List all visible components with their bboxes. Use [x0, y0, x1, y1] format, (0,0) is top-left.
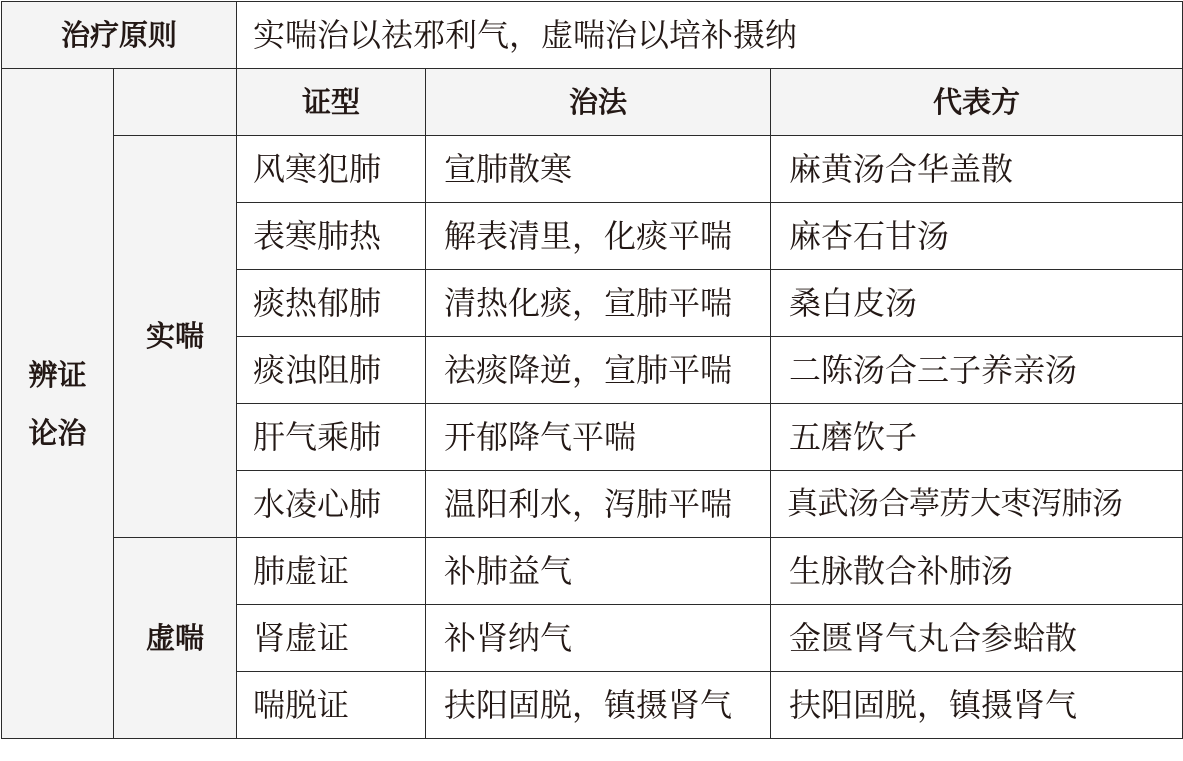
header-empty-cell — [114, 69, 237, 136]
table-row — [2, 136, 1183, 203]
method-cell: 温阳利水，泻肺平喘 — [426, 471, 771, 538]
method-cell: 扶阳固脱，镇摄肾气 — [426, 672, 771, 739]
group-label-excess: 实喘 — [114, 136, 237, 538]
formula-cell: 生脉散合补肺汤 — [771, 538, 1183, 605]
method-cell: 祛痰降逆，宣肺平喘 — [426, 337, 771, 404]
principle-text: 实喘治以祛邪利气，虚喘治以培补摄纳 — [237, 2, 1183, 69]
formula-cell: 扶阳固脱，镇摄肾气 — [771, 672, 1183, 739]
type-cell: 痰浊阻肺 — [237, 337, 426, 404]
table-row — [2, 538, 1183, 605]
method-cell: 解表清里，化痰平喘 — [426, 203, 771, 270]
type-cell: 肝气乘肺 — [237, 404, 426, 471]
method-cell: 补肺益气 — [426, 538, 771, 605]
method-cell: 宣肺散寒 — [426, 136, 771, 203]
type-cell: 喘脱证 — [237, 672, 426, 739]
type-cell: 肾虚证 — [237, 605, 426, 672]
section-label — [2, 69, 114, 739]
principle-row — [2, 2, 1183, 69]
type-cell: 痰热郁肺 — [237, 270, 426, 337]
header-method: 治法 — [426, 69, 771, 136]
type-cell: 表寒肺热 — [237, 203, 426, 270]
formula-cell: 五磨饮子 — [771, 404, 1183, 471]
type-cell: 肺虚证 — [237, 538, 426, 605]
type-cell: 水凌心肺 — [237, 471, 426, 538]
method-cell: 开郁降气平喘 — [426, 404, 771, 471]
formula-cell: 麻黄汤合华盖散 — [771, 136, 1183, 203]
header-type: 证型 — [237, 69, 426, 136]
header-formula: 代表方 — [771, 69, 1183, 136]
section-label-line1: 辨证 — [28, 357, 87, 392]
formula-cell: 金匮肾气丸合参蛤散 — [771, 605, 1183, 672]
principle-label: 治疗原则 — [2, 2, 237, 69]
type-cell: 风寒犯肺 — [237, 136, 426, 203]
header-row — [2, 69, 1183, 136]
method-cell: 清热化痰，宣肺平喘 — [426, 270, 771, 337]
group-label-deficiency: 虚喘 — [114, 538, 237, 739]
formula-cell: 麻杏石甘汤 — [771, 203, 1183, 270]
section-label-line2: 论治 — [28, 415, 87, 450]
formula-cell: 二陈汤合三子养亲汤 — [771, 337, 1183, 404]
treatment-table — [1, 1, 1183, 739]
formula-cell: 桑白皮汤 — [771, 270, 1183, 337]
formula-cell: 真武汤合葶苈大枣泻肺汤 — [771, 471, 1183, 538]
method-cell: 补肾纳气 — [426, 605, 771, 672]
